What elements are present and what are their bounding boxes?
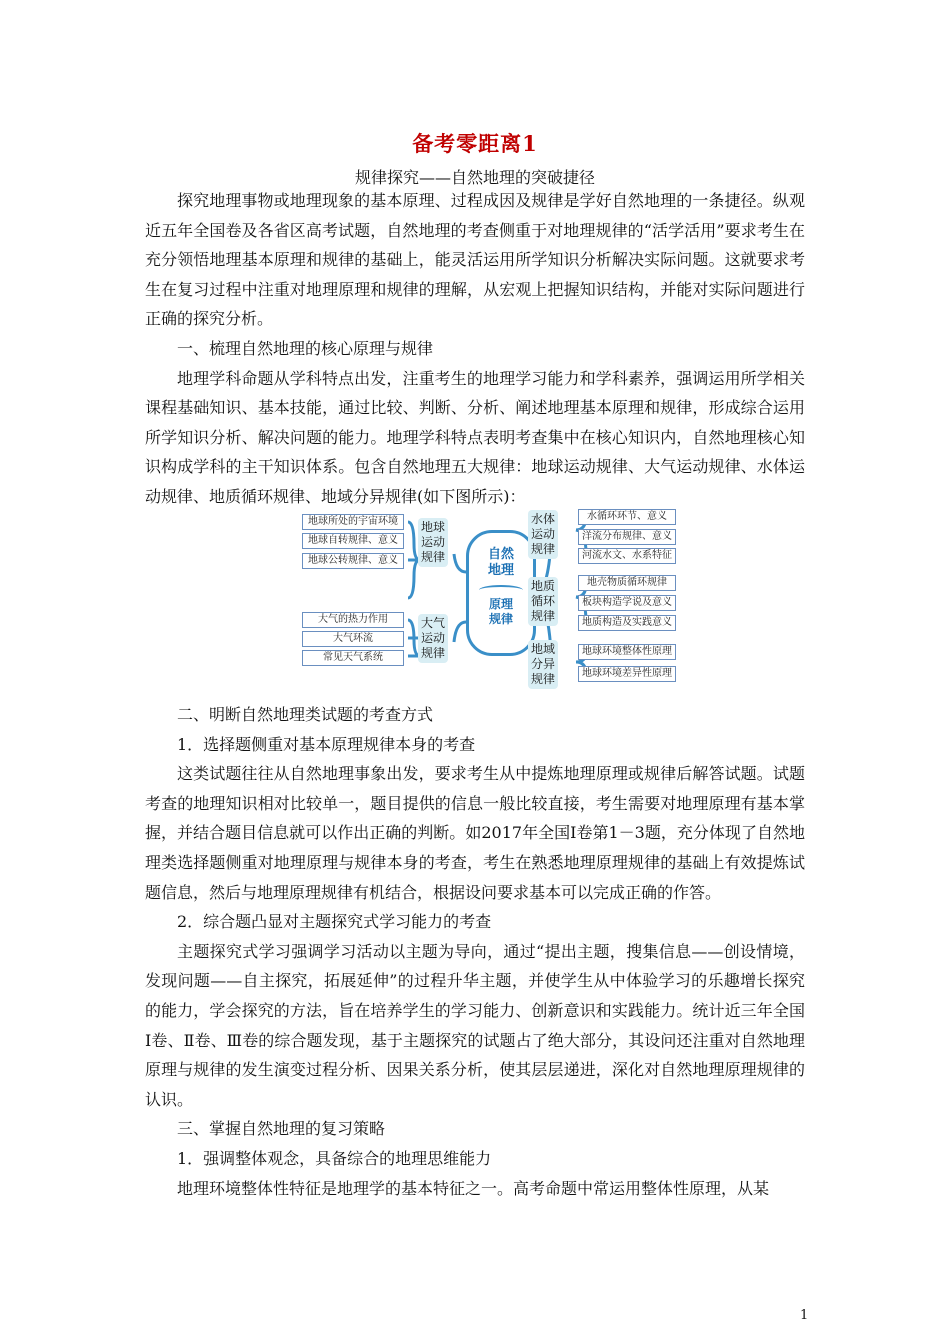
diagram-item: 地质构造及实践意义 [578, 615, 676, 631]
category-water-motion: 水体 运动 规律 [528, 510, 558, 559]
center-divider [479, 585, 523, 595]
diagram-center [466, 530, 536, 656]
page-title: 备考零距离1 [412, 131, 538, 156]
category-geologic-cycle: 地质 循环 规律 [528, 577, 558, 626]
category-atmosphere-motion: 大气 运动 规律 [418, 614, 448, 663]
intro-block [145, 186, 805, 512]
center-subtitle: 原理 规律 [488, 597, 513, 626]
page-subtitle: 规律探究——自然地理的突破捷径 [354, 168, 595, 187]
diagram-item: 地球自转规律、意义 [302, 533, 404, 549]
diagram-item: 地壳物质循环规律 [578, 575, 676, 591]
category-regional-differentiation: 地域 分异 规律 [528, 640, 558, 689]
section2-paragraph2: 主题探究式学习强调学习活动以主题为导向，通过“提出主题，搜集信息——创设情境，发现问题——自主探究，拓展延伸”的过程升华主题，并使学生从中体验学习的乐趣增长探究的能力，学会探究的方法，旨在培养学生的学习能力、创新意识和实践能力。统计近三年全国Ⅰ卷、Ⅱ卷、Ⅲ卷的综合题发现，基于主题探究的试题占了绝大部分，其设问还注重对自然地理原理与规律的发生演变过程分析、因果关系分析，使其层层递进，深化对自然地理原理规律的认识。 [145, 941, 805, 1109]
section1-heading: 一、梳理自然地理的核心原理与规律 [177, 338, 434, 358]
section2-paragraph1: 这类试题往往从自然地理事象出发，要求考生从中提炼地理原理或规律后解答试题。试题考查的地理知识相对比较单一，题目提供的信息一般比较直接，考生需要对地理原理有基本掌握，并结合题目信息就可以作出正确的判断。如2017年全国Ⅰ卷第1－3题，充分体现了自然地理类选择题侧重对地理原理与规律本身的考查，考生在熟悉地理原理规律的基础上有效提炼试题信息，然后与地理原理规律有机结合，根据设问要求基本可以完成正确的作答。 [145, 764, 805, 902]
diagram-item: 河流水文、水系特征 [578, 548, 676, 564]
section1-paragraph: 地理学科命题从学科特点出发，注重考生的地理学习能力和学科素养，强调运用所学相关课程基础知识、基本技能，通过比较、判断、分析、阐述地理基本原理和规律，形成综合运用所学知识分析、解决问题的能力。地理学科特点表明考查集中在核心知识内，自然地理核心知识构成学科的主干知识体系。包含自然地理五大规律：地球运动规律、大气运动规律、水体运动规律、地质循环规律、地域分异规律(如下图所示)： [145, 368, 805, 506]
diagram-item: 常见天气系统 [302, 650, 404, 666]
section2-block [145, 700, 805, 1203]
diagram-item: 洋流分布规律、意义 [578, 529, 676, 545]
section2-sub2: 2．综合题凸显对主题探究式学习能力的考查 [177, 912, 492, 932]
page-number: 1 [800, 1308, 809, 1323]
diagram-item: 水循环环节、意义 [578, 509, 676, 525]
section2-heading: 二、明断自然地理类试题的考查方式 [177, 705, 434, 724]
diagram-item: 地球环境差异性原理 [578, 666, 676, 682]
section3-heading: 三、掌握自然地理的复习策略 [177, 1119, 386, 1139]
diagram-item: 大气环流 [302, 631, 404, 647]
natural-geography-diagram [296, 502, 680, 692]
diagram-item: 地球所处的宇宙环境 [302, 514, 404, 530]
section3-sub1: 1．强调整体观念，具备综合的地理思维能力 [177, 1148, 492, 1168]
diagram-item: 板块构造学说及意义 [578, 595, 676, 611]
section2-sub1: 1．选择题侧重对基本原理规律本身的考查 [177, 734, 476, 754]
intro-paragraph: 探究地理事物或地理现象的基本原理、过程成因及规律是学好自然地理的一条捷径。纵观近五年全国卷及各省区高考试题，自然地理的考查侧重于对地理规律的“活学活用”要求考生在充分领悟地理基本原理和规律的基础上，能灵活运用所学知识分析解决实际问题。这就要求考生在复习过程中注重对地理原理和规律的理解，从宏观上把握知识结构，并能对实际问题进行正确的探究分析。 [145, 191, 805, 329]
category-earth-motion: 地球 运动 规律 [418, 518, 448, 567]
section3-paragraph1: 地理环境整体性特征是地理学的基本特征之一。高考命题中常运用整体性原理，从某 [177, 1178, 770, 1198]
diagram-item: 地球公转规律、意义 [302, 553, 404, 569]
diagram-item: 地球环境整体性原理 [578, 644, 676, 660]
center-title: 自然 地理 [487, 547, 514, 578]
diagram-item: 大气的热力作用 [302, 612, 404, 628]
